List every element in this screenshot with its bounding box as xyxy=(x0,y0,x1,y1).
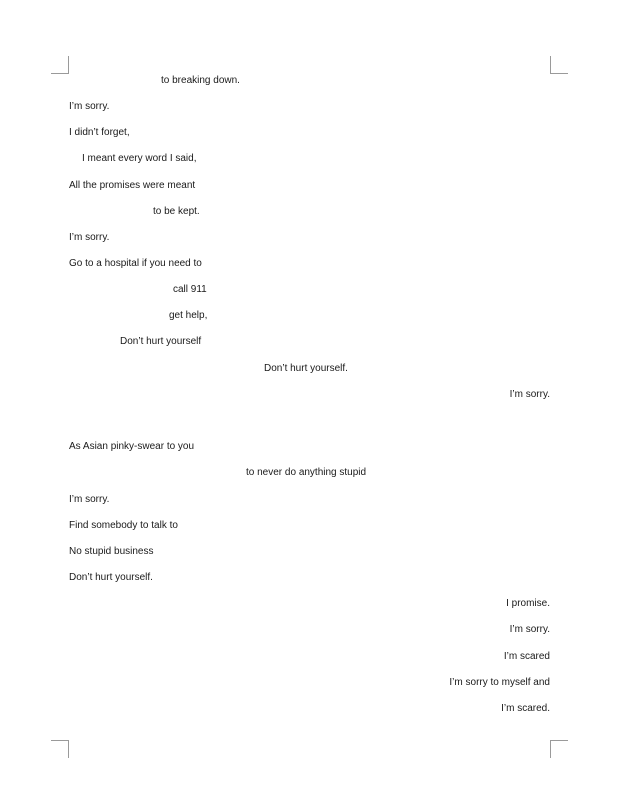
text-line: I’m sorry. xyxy=(69,494,110,505)
text-line: Don’t hurt yourself. xyxy=(264,363,348,374)
text-line: to breaking down. xyxy=(161,75,240,86)
text-line: I promise. xyxy=(506,598,550,609)
text-line: I’m sorry. xyxy=(509,624,550,635)
crop-mark-bottom-right xyxy=(550,740,568,758)
text-line: call 911 xyxy=(173,284,207,295)
text-line: I’m scared xyxy=(503,651,550,662)
text-line: Don’t hurt yourself. xyxy=(69,572,153,583)
text-line: All the promises were meant xyxy=(69,180,196,191)
text-line: As Asian pinky-swear to you xyxy=(69,441,195,452)
text-line: I’m sorry. xyxy=(69,232,110,243)
text-line: Go to a hospital if you need to xyxy=(69,258,202,269)
crop-mark-top-right xyxy=(550,56,568,74)
text-line: I’m sorry to myself and xyxy=(449,677,550,688)
text-line: Find somebody to talk to xyxy=(69,520,178,531)
text-line: I meant every word I said, xyxy=(82,153,197,164)
text-line: to never do anything stupid xyxy=(246,467,367,478)
text-line: to be kept. xyxy=(153,206,200,217)
text-line: No stupid business xyxy=(69,546,154,557)
text-line: I’m sorry. xyxy=(509,389,550,400)
text-line: I’m scared. xyxy=(501,703,550,714)
crop-mark-bottom-left xyxy=(51,740,69,758)
text-line: I didn’t forget, xyxy=(69,127,130,138)
text-line: Don’t hurt yourself xyxy=(120,336,202,347)
text-line: get help, xyxy=(169,310,208,321)
crop-mark-top-left xyxy=(51,56,69,74)
text-line: I’m sorry. xyxy=(69,101,110,112)
